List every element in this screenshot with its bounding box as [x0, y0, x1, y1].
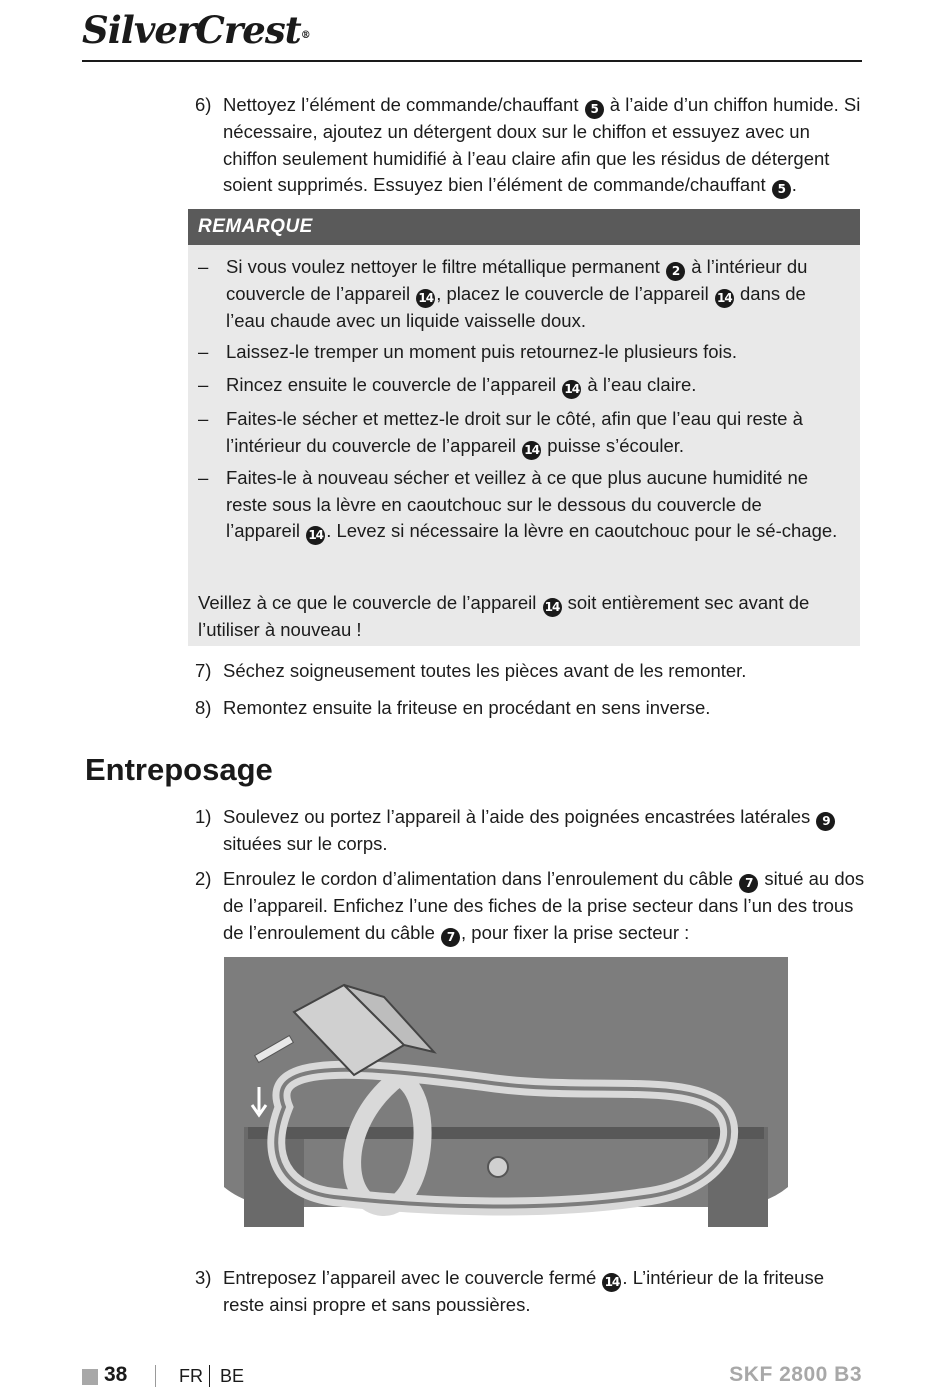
bullet-text: Rincez ensuite le couvercle de l’appareil 14 à l’eau claire. — [226, 372, 838, 399]
step-text: Nettoyez l’élément de commande/chauffant 5 à l’aide d’un chiffon humide. Si nécessaire, ajoutez un détergent doux sur le chiffon et essuyez avec un chiffon seulement humidifié à l’eau claire afin que les résidus de détergent soient supprimés. Essuyez bien l’élément de commande/chauffant 5 . — [223, 92, 865, 199]
footer-square-marker — [82, 1369, 98, 1385]
bullet-text: Faites-le à nouveau sécher et veillez à ce que plus aucune humidité ne reste sous la lèvre en caoutchouc sur le dessous du couvercle de l’appareil 14 . Levez si nécessaire la lèvre en caoutchouc pour le sé-chage. — [226, 465, 838, 545]
section-title: Entreposage — [85, 752, 273, 787]
part-ref-badge: 14 — [306, 526, 325, 545]
page-header — [82, 4, 862, 62]
step-number: 3) — [195, 1267, 212, 1288]
step-text: Soulevez ou portez l’appareil à l’aide des poignées encastrées latérales 9 situées sur le corps. — [223, 804, 865, 858]
part-ref-badge: 14 — [543, 598, 562, 617]
step-number: 7) — [195, 660, 212, 681]
step-number: 6) — [195, 94, 212, 115]
step-text: Entreposez l’appareil avec le couvercle fermé 14 . L’intérieur de la friteuse reste ainsi propre et sans poussières. — [223, 1267, 824, 1315]
dash-bullet: – — [198, 341, 209, 362]
remark-box — [188, 209, 860, 646]
part-ref-badge: 9 — [816, 812, 835, 831]
step-number: 8) — [195, 697, 212, 718]
language-code: FR — [179, 1366, 203, 1386]
dash-bullet: – — [198, 467, 209, 488]
dash-bullet: – — [198, 374, 209, 395]
part-ref-badge: 14 — [602, 1273, 621, 1292]
footer-divider — [155, 1365, 156, 1387]
model-number: SKF 2800 B3 — [729, 1363, 862, 1386]
remark-title: REMARQUE — [198, 216, 313, 237]
page-footer — [82, 1360, 862, 1390]
bullet-text: Laissez-le tremper un moment puis retournez-le plusieurs fois. — [226, 341, 738, 362]
part-ref-badge: 7 — [739, 874, 758, 893]
step-number: 1) — [195, 806, 212, 827]
step-text: Remontez ensuite la friteuse en procédant en sens inverse. — [223, 697, 711, 718]
part-ref-badge: 2 — [666, 262, 685, 281]
footer-divider — [209, 1365, 210, 1387]
step-number: 2) — [195, 868, 212, 889]
country-code: BE — [220, 1366, 245, 1386]
remark-final-note: Veillez à ce que le couvercle de l’appareil 14 soit entièrement sec avant de l’utiliser à nouveau ! — [198, 592, 810, 640]
bullet-text: Faites-le sécher et mettez-le droit sur le côté, afin que l’eau qui reste à l’intérieur du couvercle de l’appareil 14 puisse s’écouler. — [226, 406, 838, 460]
part-ref-badge: 14 — [715, 289, 734, 308]
brand-logo: SilverCrest® — [82, 8, 310, 52]
page-number: 38 — [104, 1363, 128, 1386]
part-ref-badge: 5 — [772, 180, 791, 199]
dash-bullet: – — [198, 408, 209, 429]
part-ref-badge: 7 — [441, 928, 460, 947]
step-text: Enroulez le cordon d’alimentation dans l’enroulement du câble 7 situé au dos de l’appareil. Enfichez l’une des fiches de la prise secteur dans l’un des trous de l’enroulement du câble 7 , pour fixer la prise secteur : — [223, 866, 865, 947]
part-ref-badge: 14 — [562, 380, 581, 399]
part-ref-badge: 14 — [416, 289, 435, 308]
part-ref-badge: 14 — [522, 441, 541, 460]
dash-bullet: – — [198, 256, 209, 277]
part-ref-badge: 5 — [585, 100, 604, 119]
cable-wrap-illustration — [224, 957, 788, 1233]
bullet-text: Si vous voulez nettoyer le filtre métallique permanent 2 à l’intérieur du couvercle de l’appareil 14 , placez le couvercle de l’appareil 14 dans de l’eau chaude avec un liquide vaisselle doux. — [226, 256, 808, 331]
remark-header — [188, 209, 860, 245]
step-text: Séchez soigneusement toutes les pièces avant de les remonter. — [223, 660, 747, 681]
